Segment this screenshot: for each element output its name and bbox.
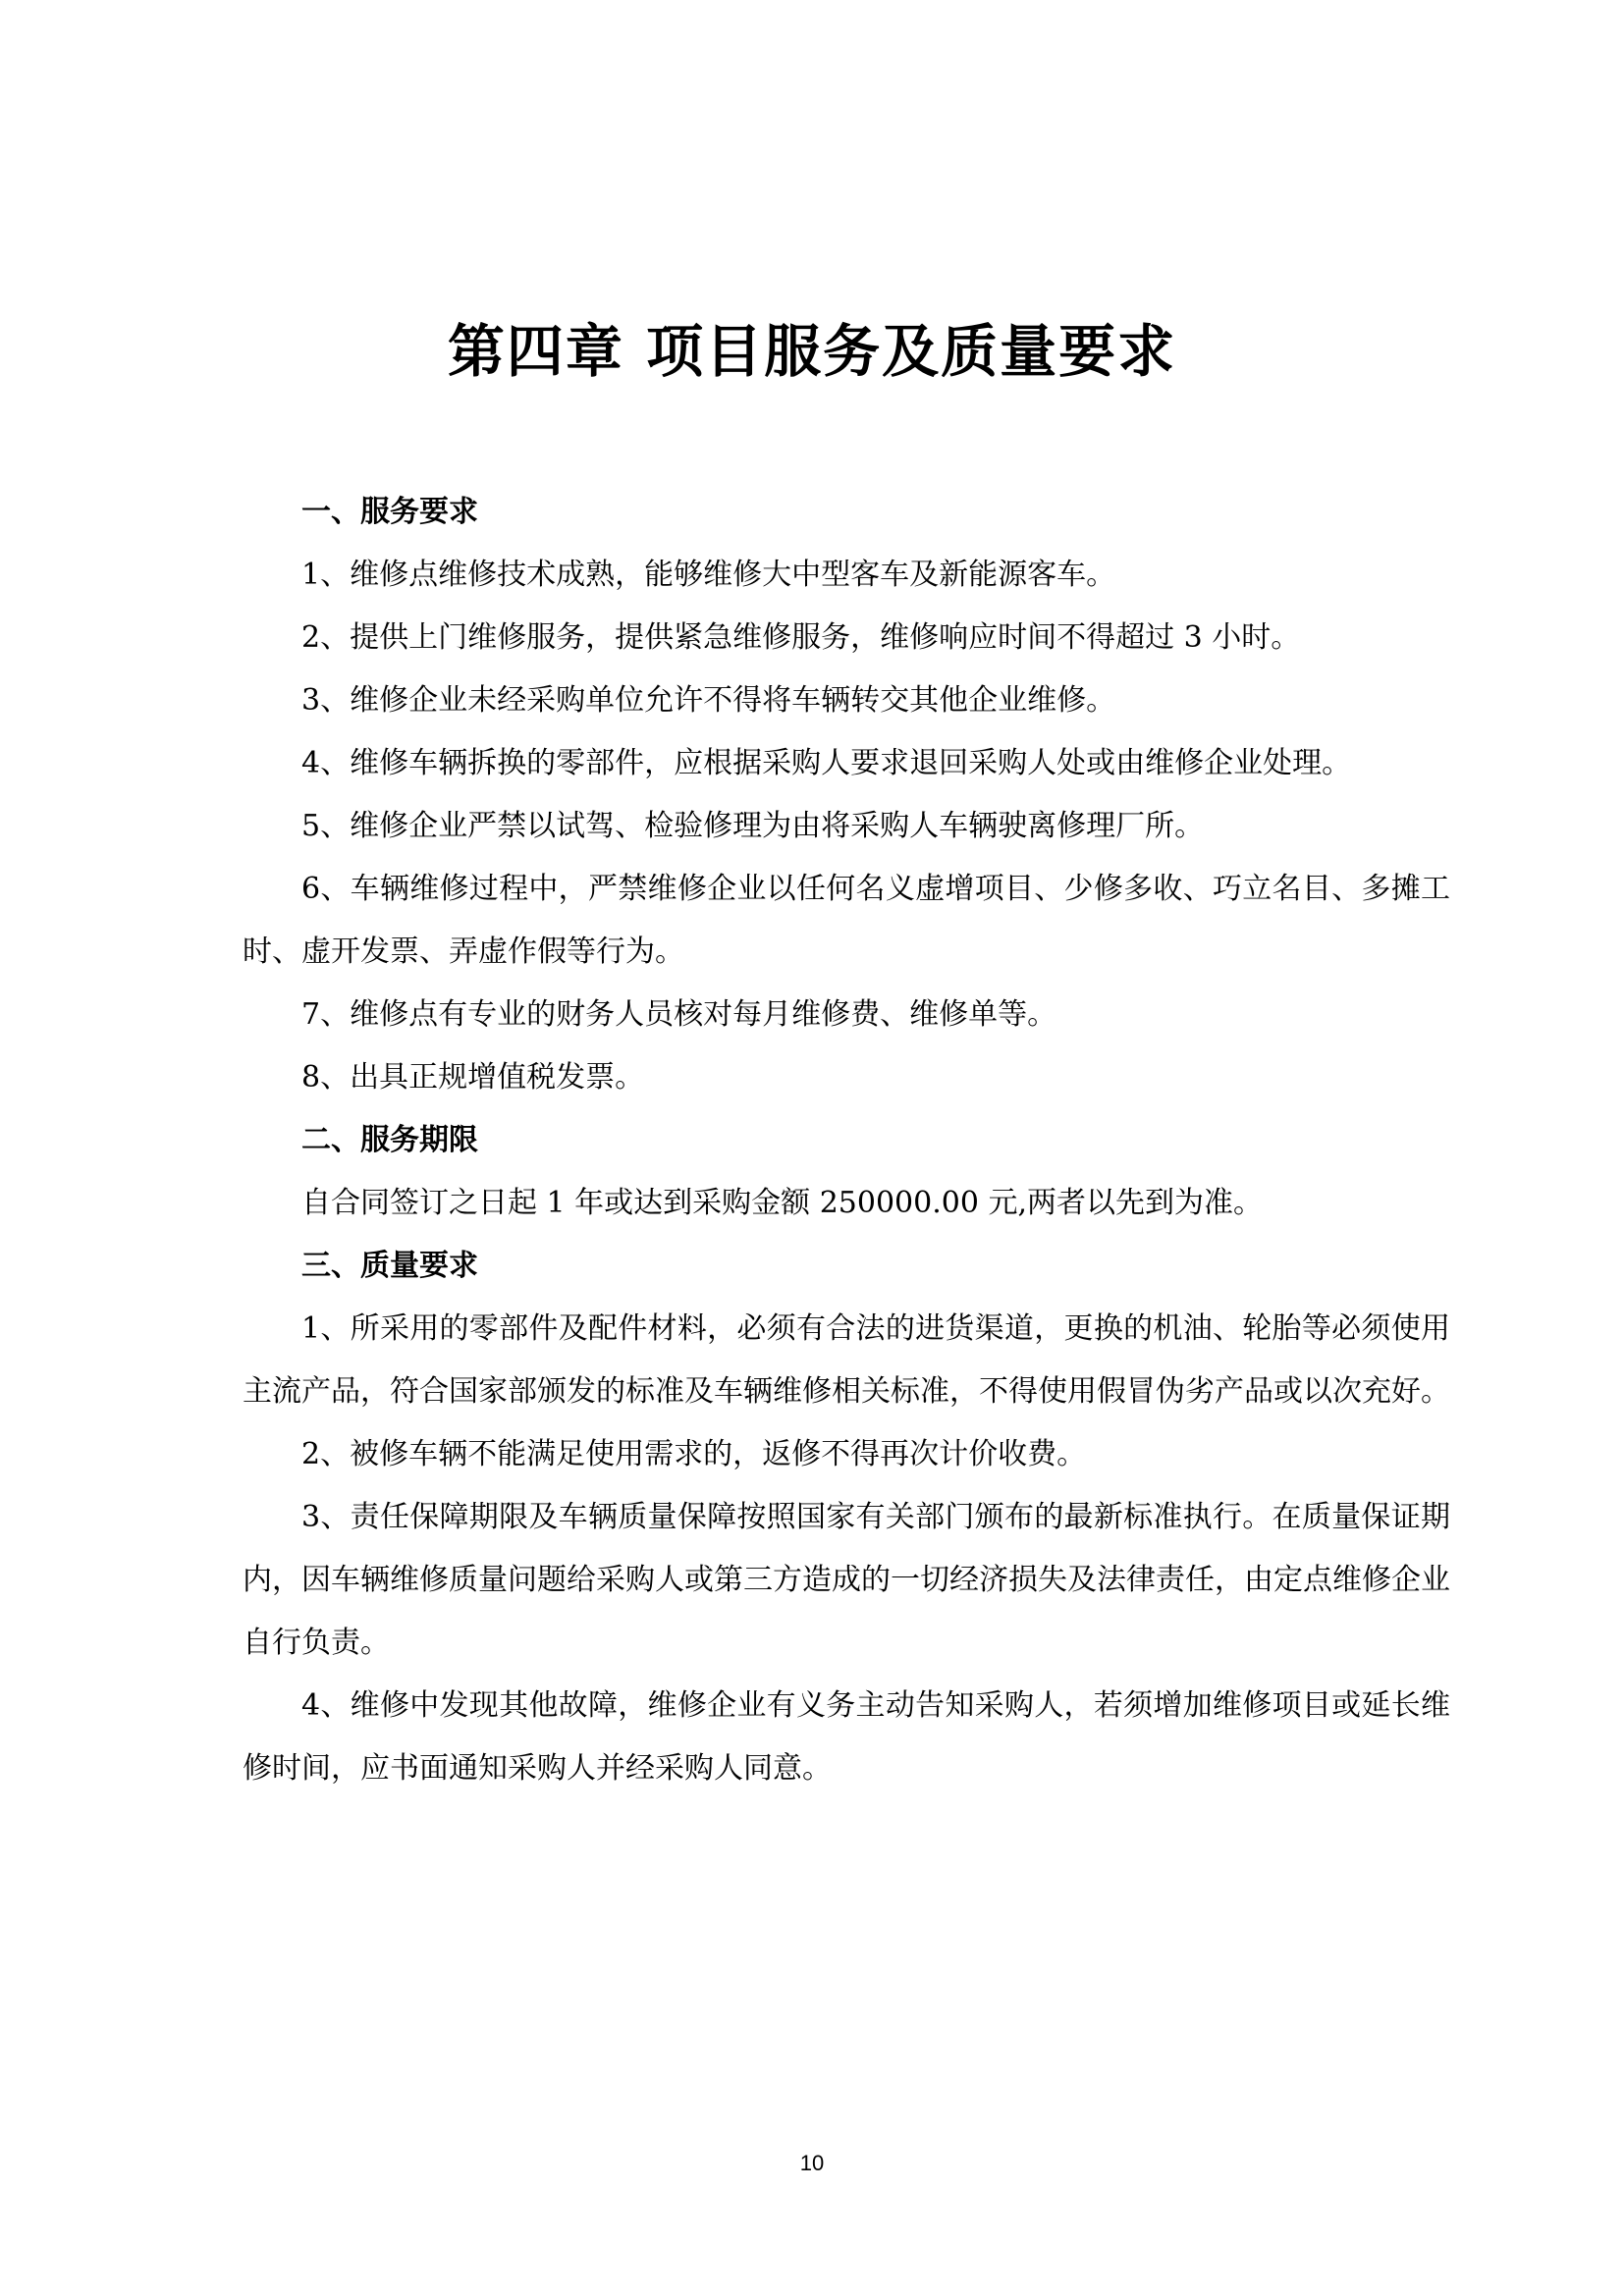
paragraph: 自合同签订之日起 1 年或达到采购金额 250000.00 元,两者以先到为准。 — [301, 1186, 1263, 1220]
paragraph: 2、提供上门维修服务，提供紧急维修服务，维修响应时间不得超过 3 小时。 — [301, 620, 1301, 655]
paragraph: 8、出具正规增值税发票。 — [301, 1060, 645, 1095]
paragraph: 3、责任保障期限及车辆质量保障按照国家有关部门颁布的最新标准执行。在质量保证期内，因车辆维修质量问题给采购人或第三方造成的一切经济损失及法律责任，由定点维修企业自行负责。 — [243, 1500, 1450, 1660]
paragraph: 4、维修车辆拆换的零部件，应根据采购人要求退回采购人处或由维修企业处理。 — [301, 746, 1352, 780]
section-heading-service-period: 二、服务期限 — [301, 1123, 478, 1157]
body-text — [243, 481, 1450, 1800]
section-heading-quality-requirements: 三、质量要求 — [301, 1249, 478, 1283]
paragraph: 5、维修企业严禁以试驾、检验修理为由将采购人车辆驶离修理厂所。 — [301, 809, 1205, 843]
paragraph: 3、维修企业未经采购单位允许不得将车辆转交其他企业维修。 — [301, 683, 1116, 718]
page-number: 10 — [799, 2151, 825, 2175]
paragraph: 7、维修点有专业的财务人员核对每月维修费、维修单等。 — [301, 997, 1057, 1032]
section-heading-service-requirements: 一、服务要求 — [301, 495, 478, 529]
paragraph: 1、所采用的零部件及配件材料，必须有合法的进货渠道，更换的机油、轮胎等必须使用主流产品，符合国家部颁发的标准及车辆维修相关标准，不得使用假冒伪劣产品或以次充好。 — [243, 1311, 1450, 1409]
chapter-title: 第四章 项目服务及质量要求 — [447, 318, 1177, 385]
paragraph: 1、维修点维修技术成熟，能够维修大中型客车及新能源客车。 — [301, 558, 1116, 592]
paragraph: 2、被修车辆不能满足使用需求的，返修不得再次计价收费。 — [301, 1437, 1087, 1471]
paragraph: 4、维修中发现其他故障，维修企业有义务主动告知采购人，若须增加维修项目或延长维修时间，应书面通知采购人并经采购人同意。 — [243, 1688, 1450, 1786]
paragraph: 6、车辆维修过程中，严禁维修企业以任何名义虚增项目、少修多收、巧立名目、多摊工时、虚开发票、弄虚作假等行为。 — [243, 872, 1450, 969]
